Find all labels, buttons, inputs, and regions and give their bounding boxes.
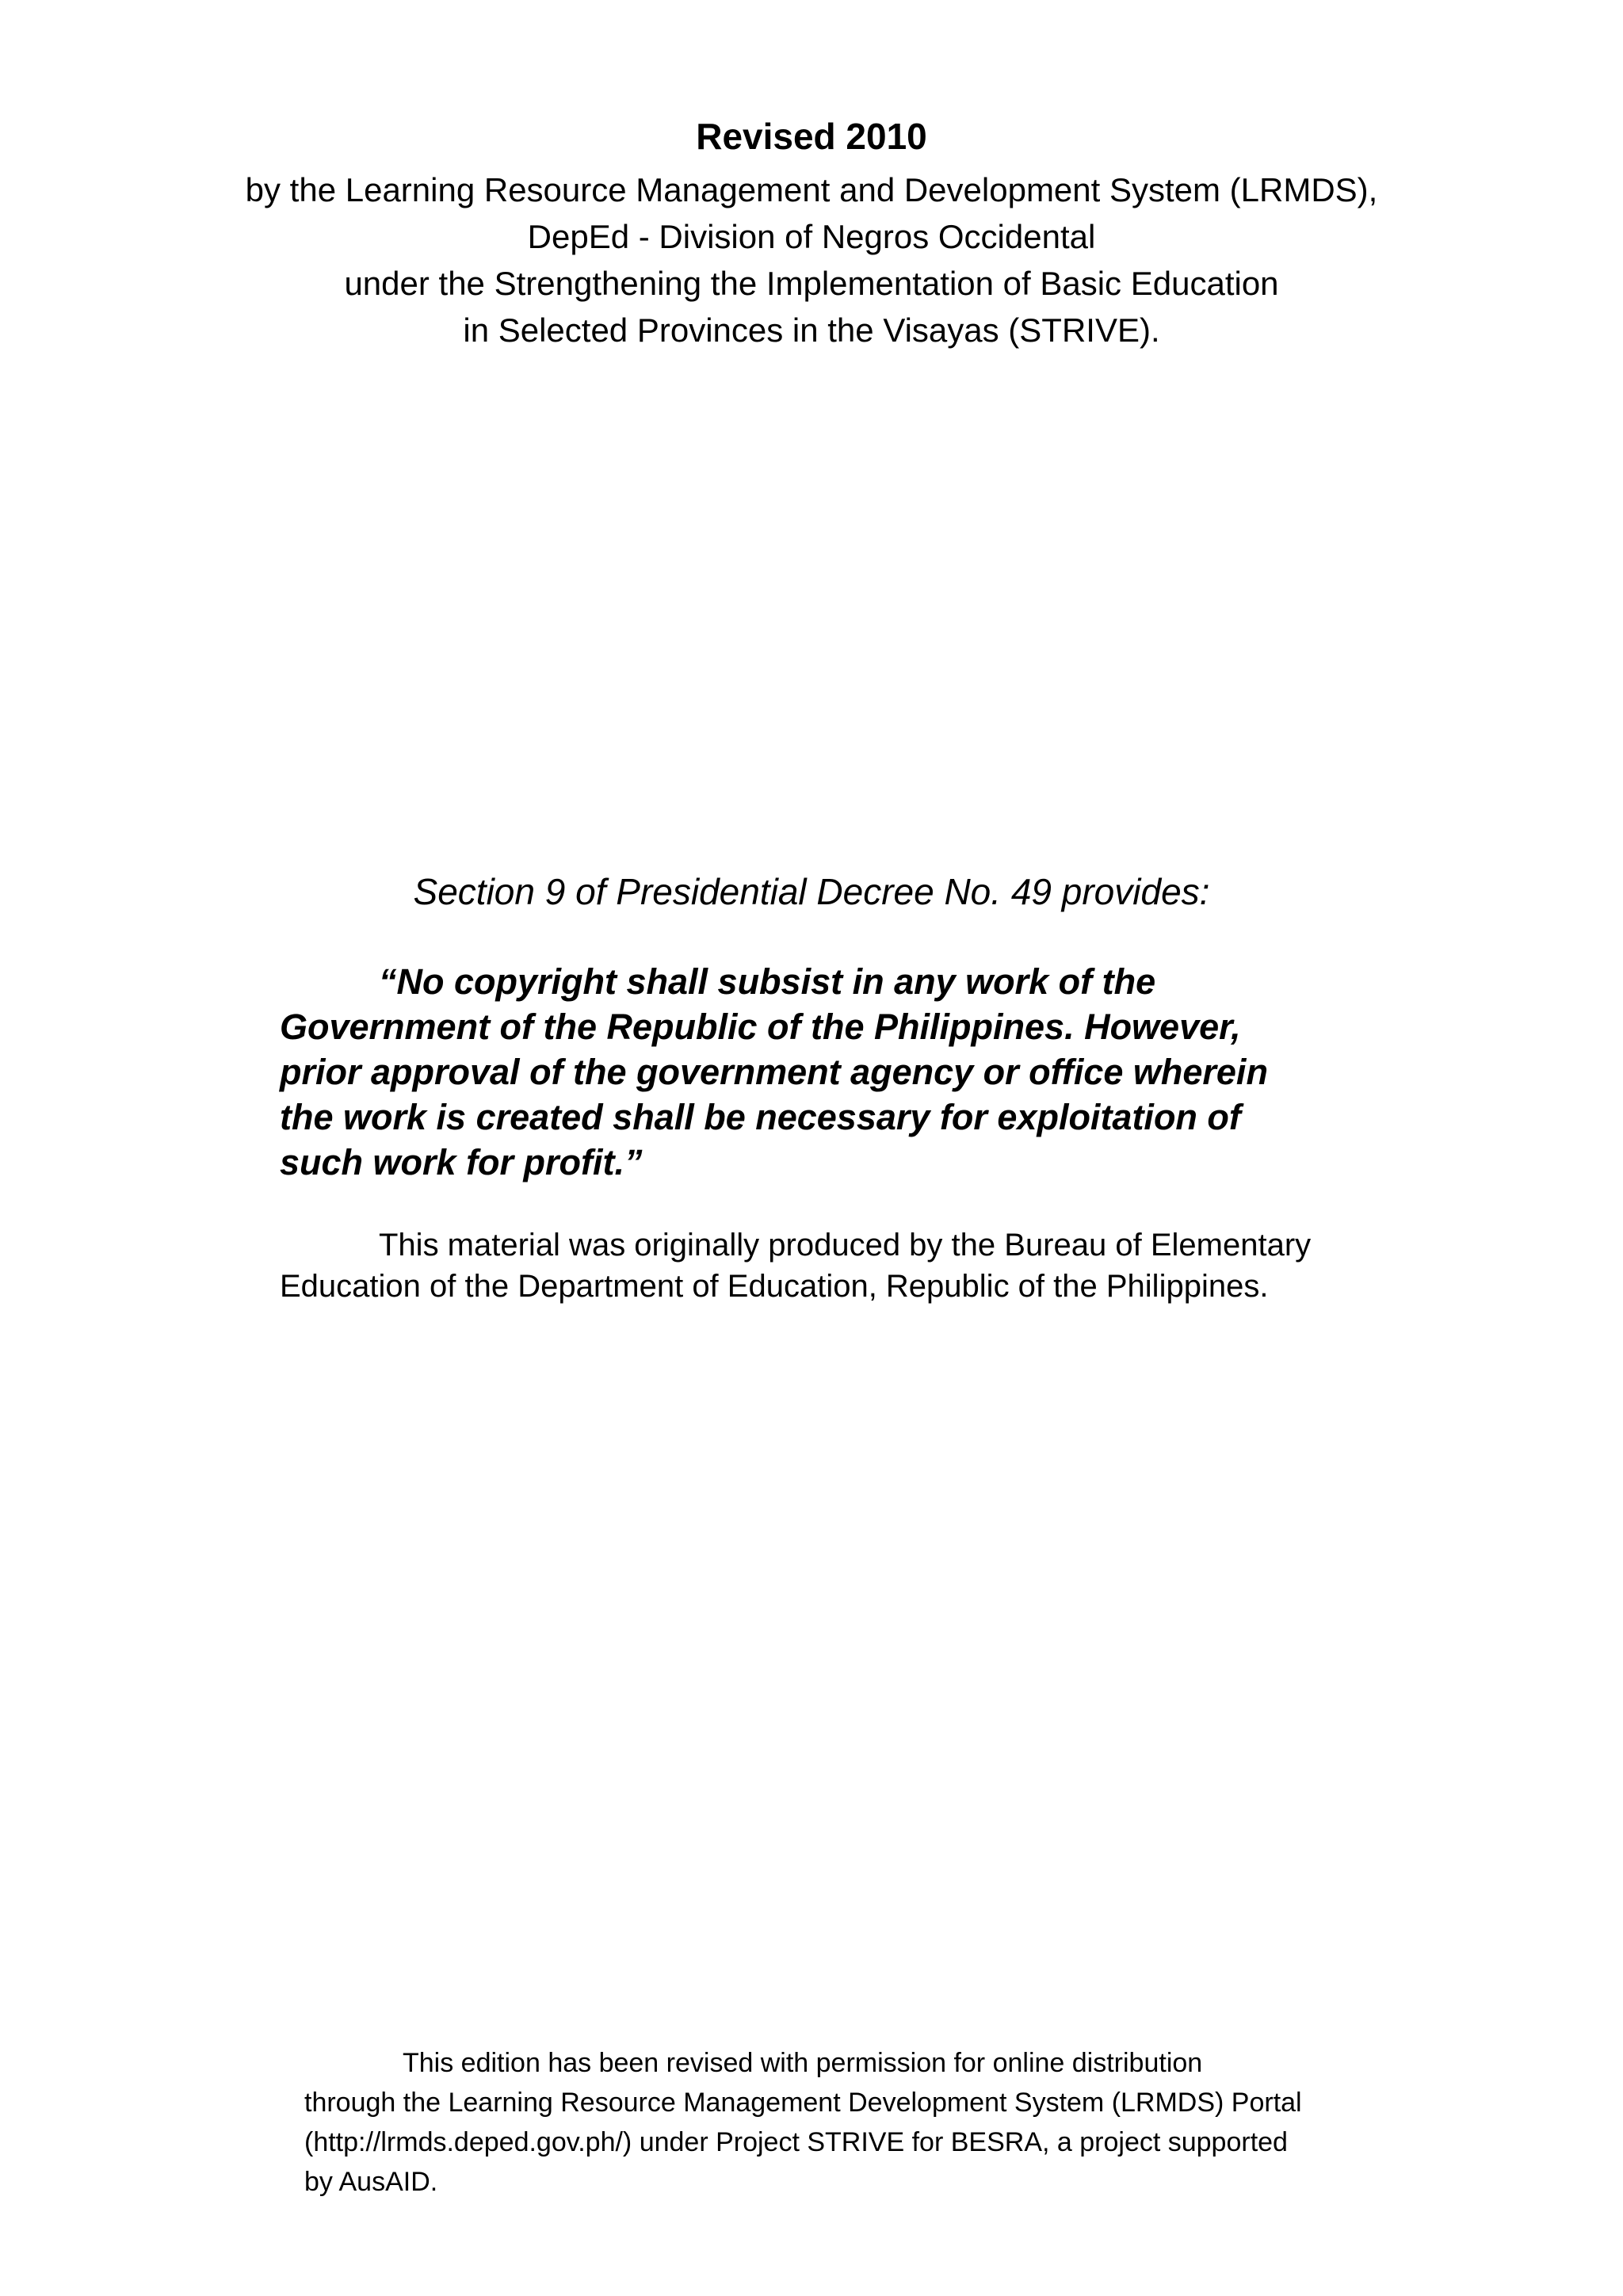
decree-quote (280, 959, 1358, 1185)
revision-line: by the Learning Resource Management and Development System (LRMDS), (245, 171, 1378, 208)
quote-line: “No copyright shall subsist in any work of the (379, 961, 1156, 1002)
origin-line: Education of the Department of Education, Republic of the Philippines. (280, 1269, 1269, 1304)
origin-paragraph (280, 1224, 1358, 1307)
quote-line: such work for profit.” (280, 1142, 643, 1182)
revision-line: in Selected Provinces in the Visayas (STRIVE). (463, 311, 1160, 349)
footer-line: (http://lrmds.deped.gov.ph/) under Project STRIVE for BESRA, a project supported (304, 2127, 1288, 2157)
quote-line: Government of the Republic of the Philippines. However, (280, 1007, 1241, 1047)
revision-header (0, 106, 1623, 353)
footer-line: by AusAID. (304, 2167, 438, 2197)
revision-line: DepEd - Division of Negros Occidental (527, 218, 1096, 255)
footer-line: through the Learning Resource Management Development System (LRMDS) Portal (304, 2088, 1302, 2118)
footer-line: This edition has been revised with permission for online distribution (403, 2048, 1203, 2078)
origin-line: This material was originally produced by the Bureau of Elementary (379, 1228, 1312, 1263)
distribution-footer (304, 2043, 1366, 2202)
quote-line: prior approval of the government agency or office wherein (280, 1052, 1268, 1092)
revision-line: under the Strengthening the Implementation of Basic Education (344, 265, 1279, 302)
revision-title: Revised 2010 (696, 116, 927, 157)
decree-heading: Section 9 of Presidential Decree No. 49 provides: (413, 871, 1210, 912)
quote-line: the work is created shall be necessary for exploitation of (280, 1097, 1241, 1137)
